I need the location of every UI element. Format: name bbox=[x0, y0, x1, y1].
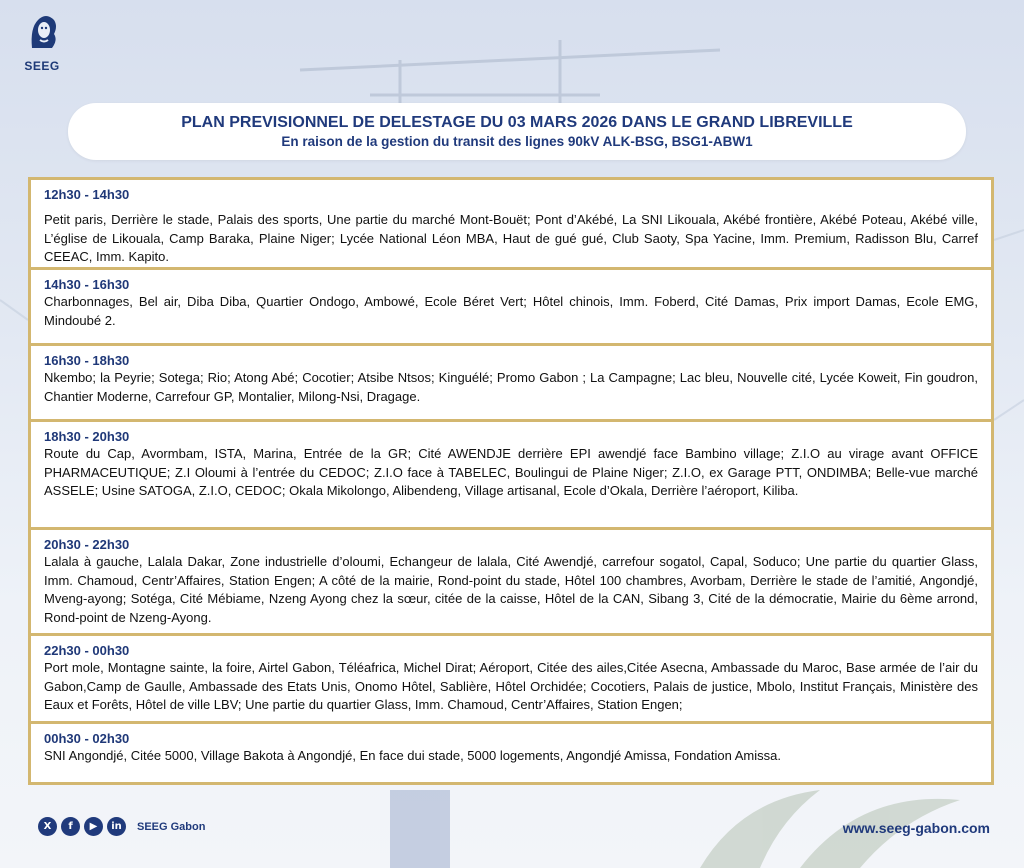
time-slot bbox=[31, 346, 991, 419]
time-slot bbox=[31, 636, 991, 721]
linkedin-icon[interactable]: in bbox=[107, 817, 126, 836]
slot-time: 00h30 - 02h30 bbox=[44, 731, 130, 746]
slot-time: 18h30 - 20h30 bbox=[44, 429, 130, 444]
title-banner bbox=[68, 103, 966, 160]
time-slot bbox=[31, 530, 991, 633]
seeg-logo bbox=[18, 10, 66, 73]
time-slot bbox=[31, 270, 991, 343]
slot-time: 14h30 - 16h30 bbox=[44, 277, 130, 292]
slot-areas: Lalala à gauche, Lalala Dakar, Zone industrielle d’oloumi, Echangeur de lalala, Cité Awendjé, carrefour sogatol, Capal, Soduco; Une partie du quartier Glass, Imm. Chamoud, Centr’Affaires, Station Engen; A côté de la mairie, Rond-point du stade, Hôtel 100 chambres, Avorbam, Derrière le stade de l’amitié, Angondjé, Mveng-ayong; Sotéga, Cité Mébiame, Nzeng Ayong chez la sœur, citée de la caisse, Hôtel de la CAN, Sibang 3, Cité de la démocratie, Mairie du 6ème arrond, Rond-point de Nzeng-Ayong. bbox=[44, 554, 978, 625]
slot-time: 16h30 - 18h30 bbox=[44, 353, 130, 368]
time-slot bbox=[31, 724, 991, 782]
slot-time: 22h30 - 00h30 bbox=[44, 643, 130, 658]
facebook-icon[interactable]: f bbox=[61, 817, 80, 836]
slot-time: 12h30 - 14h30 bbox=[44, 187, 130, 202]
seeg-emblem-icon bbox=[24, 10, 60, 52]
slot-areas: Port mole, Montagne sainte, la foire, Airtel Gabon, Téléafrica, Michel Dirat; Aéroport, Citée des ailes,Citée Asecna, Ambassade du Maroc, Base armée de l’air du Gabon,Camp de Gaulle, Ambassade des Etats Unis, Onomo Hôtel, Sablière, Hôtel Orchidée; Cocotiers, Palais de justice, Mbolo, Institut Français, Ministère des Eaux et Forêts, Hôtel de ville LBV; Une partie du quartier Glass, Imm. Chamoud, Centr’Affaires, Station Engen; bbox=[44, 660, 978, 712]
brand-handle: SEEG Gabon bbox=[137, 820, 206, 833]
slot-time: 20h30 - 22h30 bbox=[44, 537, 130, 552]
logo-text: SEEG bbox=[24, 59, 60, 73]
slot-areas: Charbonnages, Bel air, Diba Diba, Quartier Ondogo, Ambowé, Ecole Béret Vert; Hôtel chinois, Imm. Foberd, Cité Damas, Prix import Damas, Ecole EMG, Mindoubé 2. bbox=[44, 294, 978, 328]
page-subtitle: En raison de la gestion du transit des lignes 90kV ALK-BSG, BSG1-ABW1 bbox=[281, 134, 753, 149]
x-icon[interactable]: X bbox=[38, 817, 57, 836]
social-links bbox=[38, 817, 205, 836]
slot-areas: Petit paris, Derrière le stade, Palais des sports, Une partie du marché Mont-Bouët; Pont d’Akébé, La SNI Likouala, Akébé frontière, Akébé Poteau, Akébé ville, L’église de Likouala, Camp Baraka, Plaine Niger; Lycée National Léon MBA, Haut de gué gué, Club Saoty, Spa Yacine, Imm. Premium, Radisson Blu, Carref CEEAC, Imm. Kapito. bbox=[44, 212, 978, 264]
schedule-table bbox=[28, 177, 994, 785]
page-title: PLAN PREVISIONNEL DE DELESTAGE DU 03 MARS 2026 DANS LE GRAND LIBREVILLE bbox=[181, 114, 853, 131]
youtube-icon[interactable]: ▶ bbox=[84, 817, 103, 836]
time-slot bbox=[31, 180, 991, 267]
time-slot bbox=[31, 422, 991, 527]
slot-areas: Nkembo; la Peyrie; Sotega; Rio; Atong Abé; Cocotier; Atsibe Ntsos; Kinguélé; Promo Gabon ; La Campagne; Lac bleu, Nouvelle cité, Lycée Koweit, Fin goudron, Chantier Moderne, Carrefour GP, Montalier, Milong-Nsi, Dragage. bbox=[44, 370, 978, 404]
website-link[interactable]: www.seeg-gabon.com bbox=[842, 820, 990, 836]
slot-areas: Route du Cap, Avormbam, ISTA, Marina, Entrée de la GR; Cité AWENDJE derrière EPI awendjé face Bambino village; Z.I.O au virage avant OFFICE PHARMACEUTIQUE; Z.I Oloumi à l’entrée du CEDOC; Z.I.O face à TABELEC, Boulingui de Plaine Niger; Z.I.O, ex Garage PTT, ONDIMBA; Belle-vue marché ASSELE; Usine SATOGA, Z.I.O, CEDOC; Okala Mikolongo, Alibendeng, Village artisanal, Ecole d’Okala, Derrière l’aéroport, Kiliba. bbox=[44, 446, 978, 498]
slot-areas: SNI Angondjé, Citée 5000, Village Bakota à Angondjé, En face dui stade, 5000 logements, Angondjé Amissa, Fondation Amissa. bbox=[44, 748, 781, 763]
